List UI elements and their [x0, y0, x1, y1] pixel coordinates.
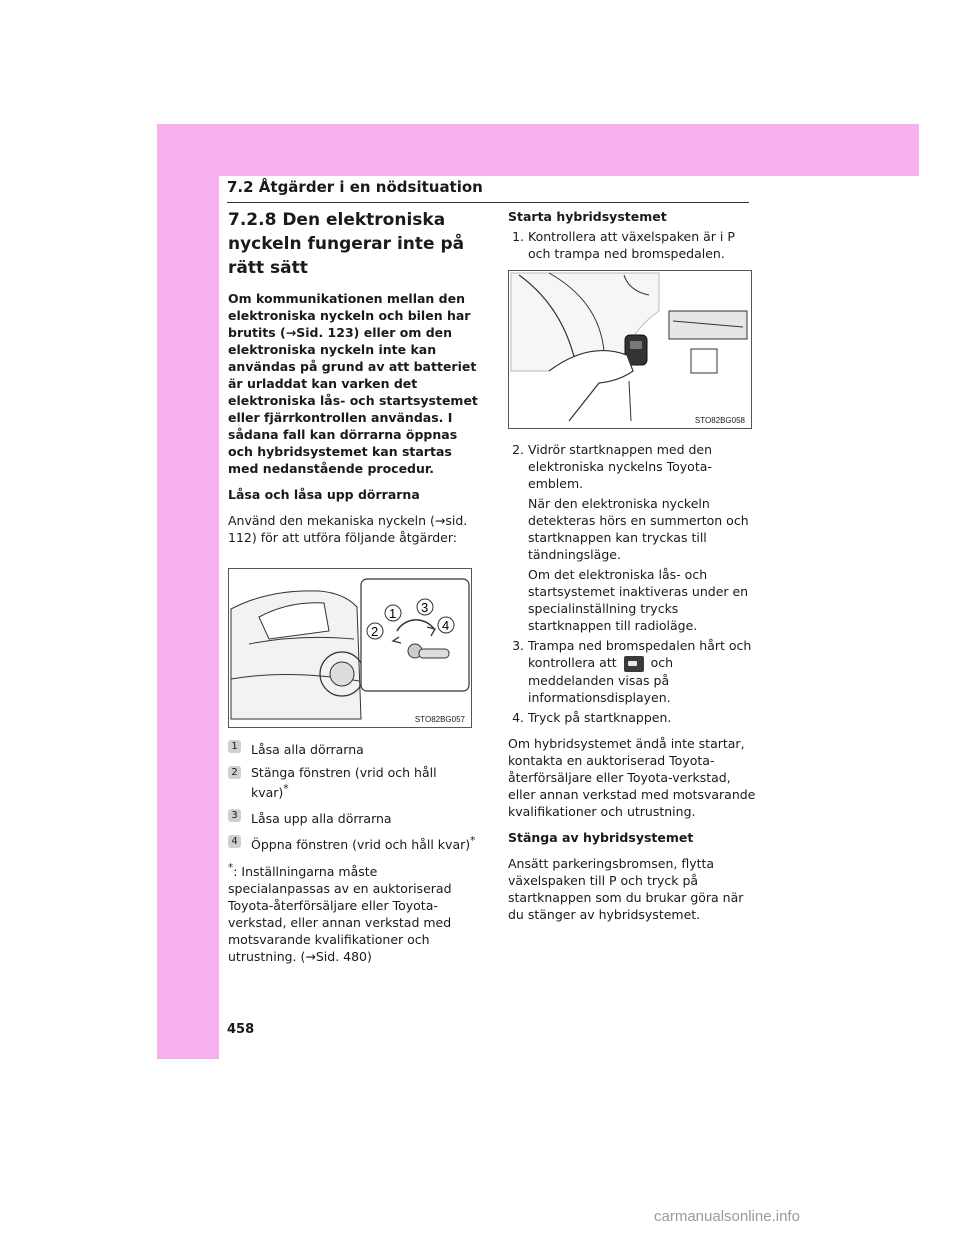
door-lock-figure — [228, 568, 472, 728]
start-button-figure — [508, 270, 752, 429]
svg-text:1: 1 — [389, 606, 397, 621]
callout-text: Stänga fönstren (vrid och håll kvar)* — [251, 765, 437, 801]
svg-text:4: 4 — [442, 618, 450, 633]
figure-code: STO82BG058 — [694, 416, 745, 425]
car-door-illustration — [229, 569, 471, 727]
step-4: 4. Tryck på startknappen. — [512, 709, 672, 725]
step-1: 1. Kontrollera att växelspaken är i P och trampa ned bromspedalen. — [512, 229, 735, 261]
dashboard-illustration — [509, 271, 751, 428]
stop-paragraph: Ansätt parkeringsbromsen, flytta växelspaken till P och tryck på startknappen som du brukar göra när du stänger av hybridsystemet. — [508, 855, 744, 922]
figure-code: STO82BG057 — [414, 715, 465, 724]
svg-text:3: 3 — [421, 600, 429, 615]
callout-3 — [228, 807, 478, 827]
header-bar — [219, 124, 919, 176]
callout-text: Öppna fönstren (vrid och håll kvar)* — [251, 835, 476, 853]
body-paragraph: Använd den mekaniska nyckeln (→sid. 112) för att utföra följande åtgärder: — [228, 513, 468, 545]
key-warning-icon — [624, 656, 644, 672]
subhead-lock: Låsa och låsa upp dörrarna — [228, 487, 420, 502]
fail-paragraph: Om hybridsystemet ändå inte startar, kontakta en auktoriserad Toyota-återförsäljare eller Toyota-verkstad, eller annan verkstad med motsvarande kvalifikationer och utrustning. — [508, 735, 756, 819]
step-2: 2. Vidrör startknappen med den elektroniska nyckelns Toyota-emblem. När den elektroniska nyckeln detekteras hörs en summerton och startknappen kan tryckas till tändningsläge. Om det elektroniska lås- och startsystemet inaktiveras under en specialinställning trycks startknappen till radioläge. — [508, 441, 758, 634]
callout-number: 1 — [228, 740, 241, 753]
callout-2 — [228, 764, 478, 801]
callout-text: Låsa alla dörrarna — [251, 742, 364, 758]
svg-text:2: 2 — [371, 624, 379, 639]
callout-number: 4 — [228, 835, 241, 848]
right-column — [508, 208, 758, 932]
callout-text: Låsa upp alla dörrarna — [251, 811, 392, 827]
callout-4 — [228, 833, 478, 853]
section-title: 7.2.8 Den elektroniska nyckeln fungerar inte på rätt sätt — [228, 210, 465, 278]
step-2-note-1: När den elektroniska nyckeln detekteras hörs en summerton och startknappen kan tryckas till tändningsläge. — [528, 496, 749, 562]
subhead-stop: Stänga av hybridsystemet — [508, 829, 694, 845]
page-number: 458 — [227, 1022, 255, 1037]
subhead-start: Starta hybridsystemet — [508, 209, 667, 224]
watermark: carmanualsonline.info — [654, 1208, 800, 1225]
running-head: 7.2 Åtgärder i en nödsituation — [227, 178, 749, 203]
callout-number: 2 — [228, 766, 241, 779]
callout-number: 3 — [228, 809, 241, 822]
footnote: *: Inställningarna måste specialanpassas av en auktoriserad Toyota-återförsäljare eller Toyota-verkstad, eller annan verkstad med motsvarande kvalifikationer och utrustning. (→Sid. 480) — [228, 861, 452, 964]
step-2-note-2: Om det elektroniska lås- och startsystemet inaktiveras under en specialinställning trycks startknappen till radioläge. — [528, 567, 749, 633]
intro-paragraph: Om kommunikationen mellan den elektroniska nyckeln och bilen har brutits (→Sid. 123) eller om den elektroniska nyckeln inte kan användas på grund av att batteriet är urladdat kan varken det elektroniska lås- och startsystemet eller fjärrkontrollen användas. I sådana fall kan dörrarna öppnas och hybridsystemet kan startas med nedanstående procedur. — [228, 291, 478, 476]
callout-1 — [228, 738, 478, 758]
left-column — [228, 208, 478, 974]
step-3: 3. Trampa ned bromspedalen hårt och kontrollera att och meddelanden visas på informationsdisplayen. — [512, 638, 752, 705]
